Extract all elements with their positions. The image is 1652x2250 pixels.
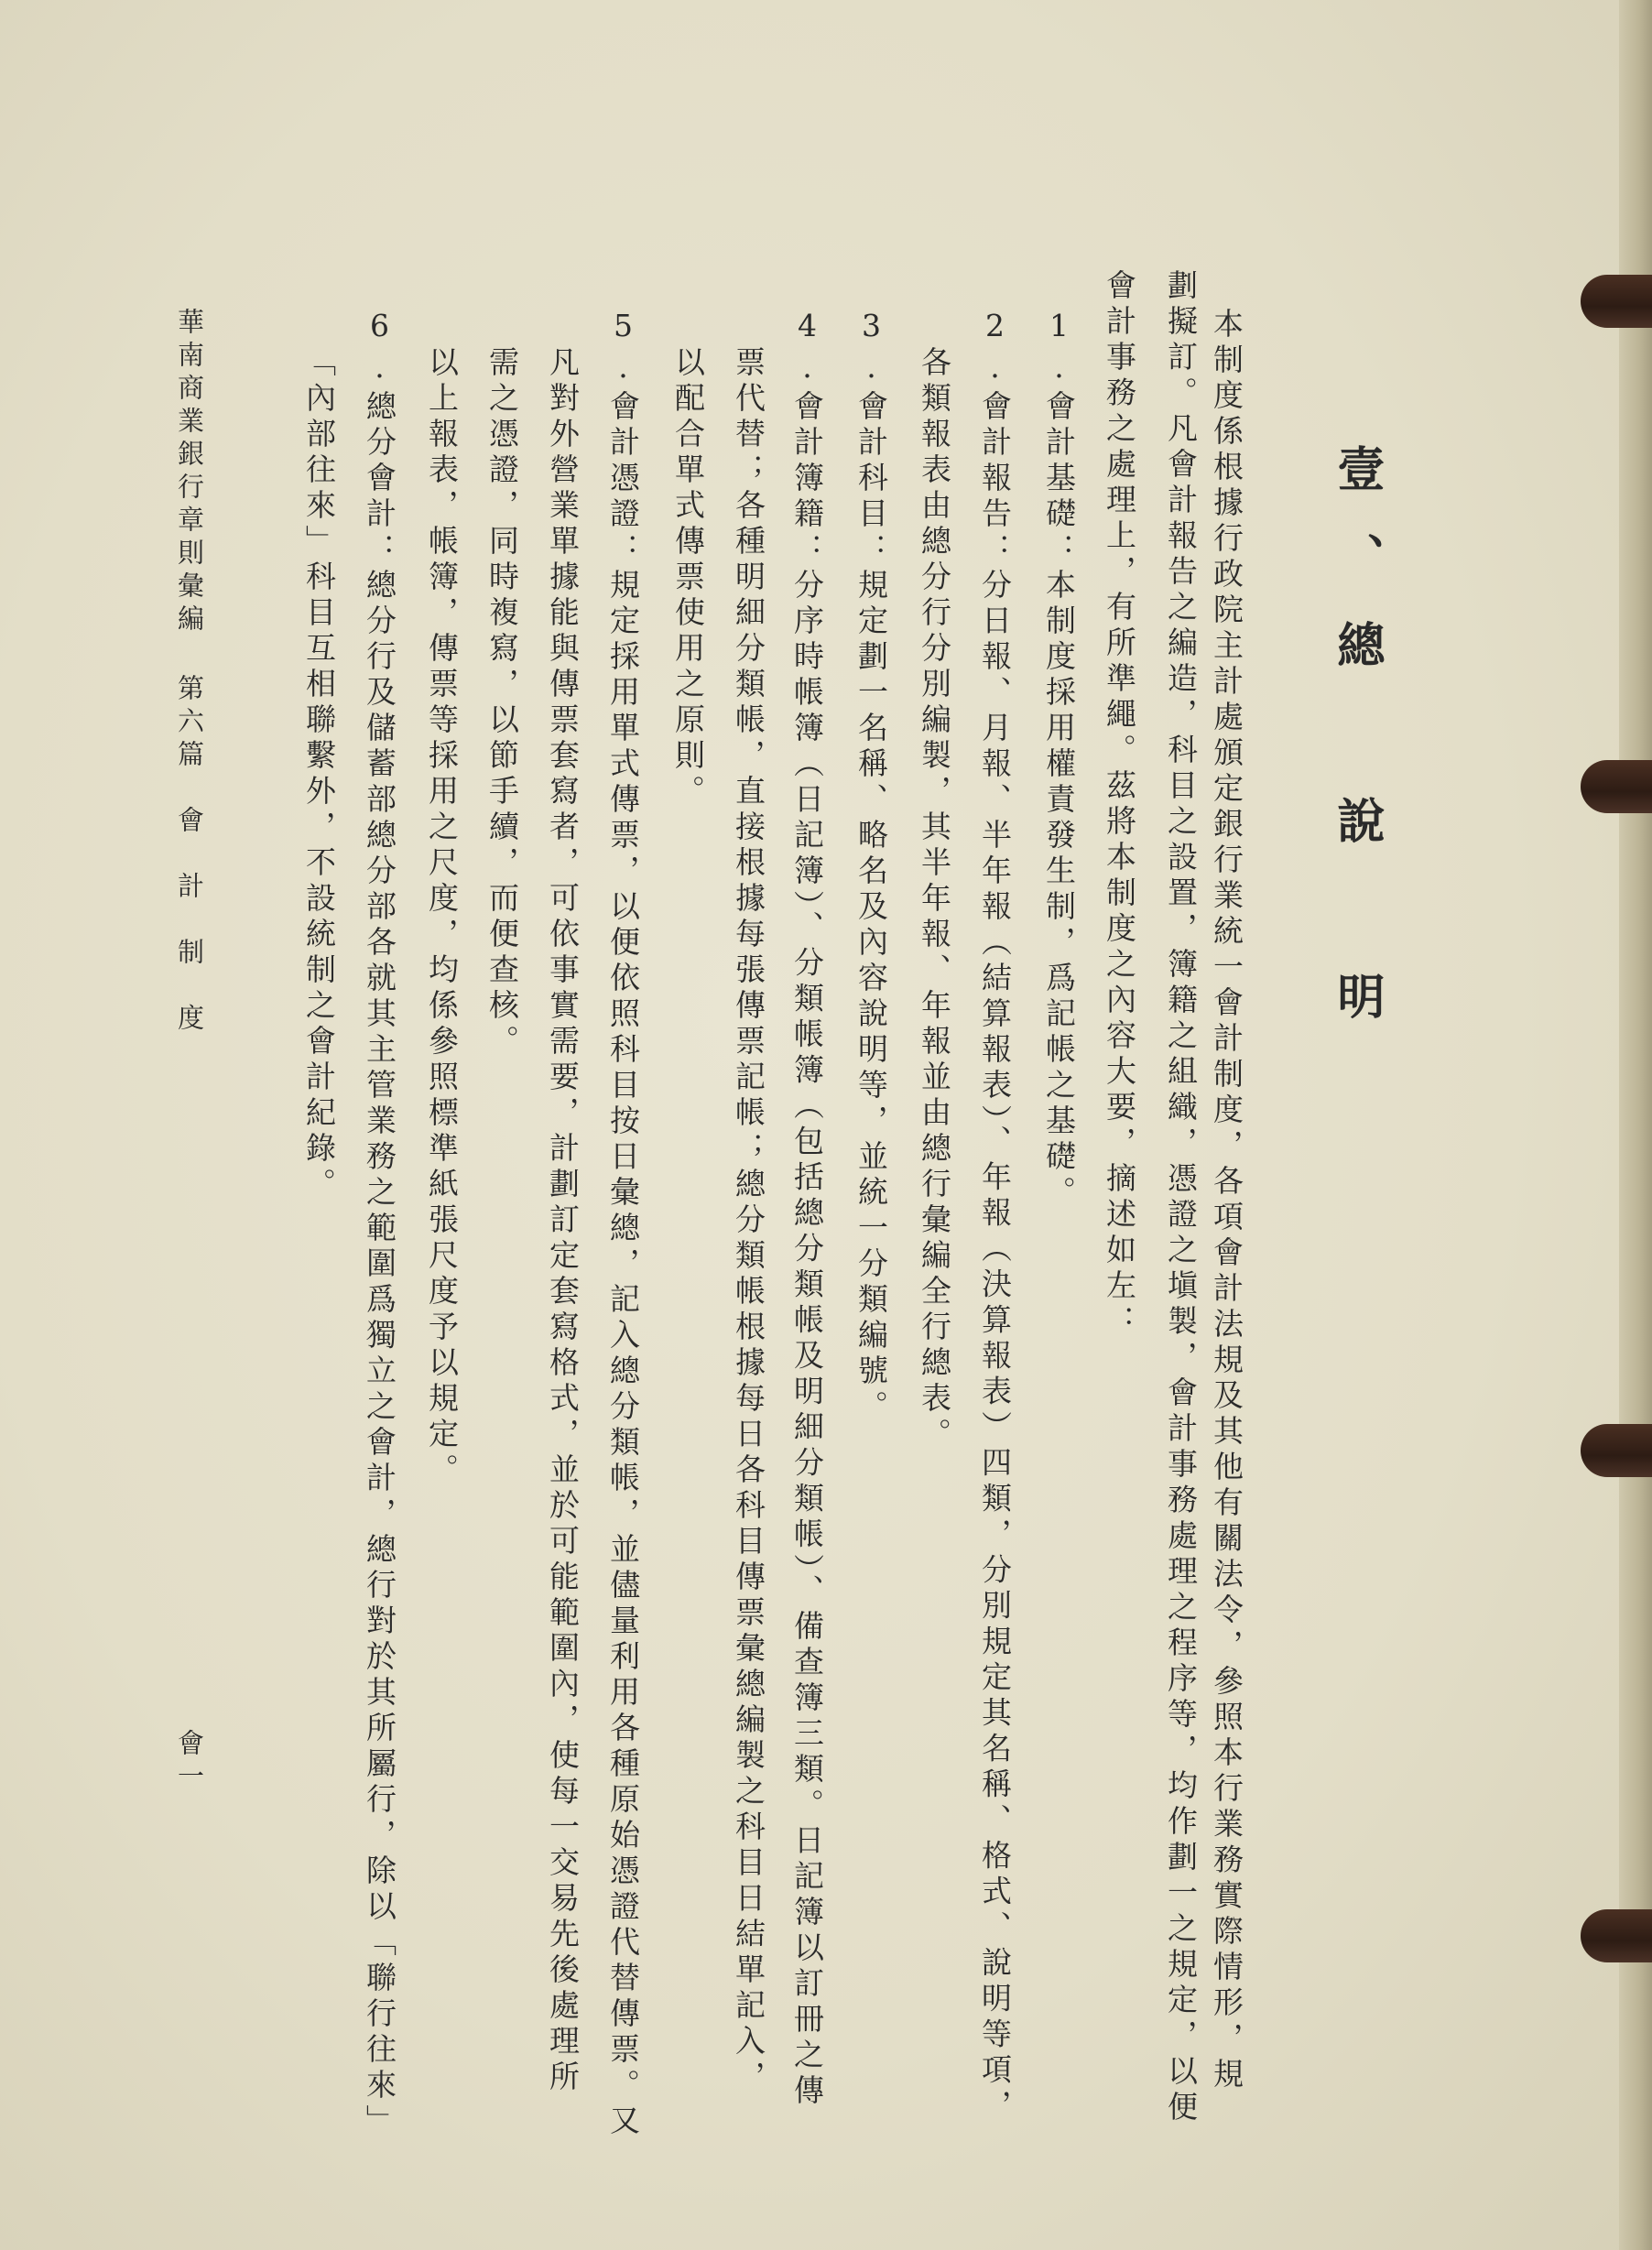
binding-loop	[1581, 275, 1652, 328]
item-6-line-1: 6.總分會計：總分行及儲蓄部總分部各就其主管業務之範圍爲獨立之會計，總行對於其所屬行，除以「聯行往來」	[362, 308, 397, 2140]
page-number: 會一	[174, 1729, 205, 1795]
item-2-line-2: 各類報表由總分行分別編製，其半年報、年報並由總行彙編全行總表。	[917, 346, 952, 1453]
item-5-line-1: 5.會計憑證：規定採用單式傳票，以便依照科目按日彙總，記入總分類帳，並儘量利用各種原始憑證代替傳票。又	[605, 308, 641, 2140]
item-3-line-1: 3.會計科目：規定劃一名稱、略名及內容說明等，並統一分類編號。	[853, 308, 889, 1426]
item-2-line-1: 2.會計報告：分日報、月報、半年報（結算報表）、年報（決算報表）四類，分別規定其名稱、格式、說明等項，	[977, 308, 1013, 2125]
intro-line-2: 劃擬訂。凡會計報告之編造，科目之設置，簿籍之組織，憑證之塡製，會計事務處理之程序等，均作劃一之規定，以便	[1163, 269, 1199, 2126]
item-4-line-2: 票代替；各種明細分類帳，直接根據每張傳票記帳；總分類帳根據每日各科目傳票彙總編製之科目日結單記入，	[731, 346, 766, 2096]
intro-line-3: 會計事務之處理上，有所準繩。茲將本制度之內容大要，摘述如左：	[1102, 269, 1137, 1341]
binding-loop	[1581, 1424, 1652, 1477]
item-4-line-3: 以配合單式傳票使用之原則。	[670, 346, 706, 810]
binding-loop	[1581, 1909, 1652, 1962]
page-title: 壹、總 說 明	[1329, 444, 1385, 1060]
item-6-line-2: 「內部往來」科目互相聯繫外，不設統制之會計紀錄。	[301, 346, 337, 1203]
item-5-line-4: 以上報表，帳簿，傳票等採用之尺度，均係參照標準紙張尺度予以規定。	[424, 346, 460, 1489]
item-5-line-2: 凡對外營業單據能與傳票套寫者，可依事實需要，計劃訂定套寫格式，並於可能範圍內，使每一交易先後處理所	[545, 346, 581, 2096]
footer-book-title: 華南商業銀行章則彙編	[174, 308, 205, 637]
intro-line-1: 本制度係根據行政院主計處頒定銀行業統一會計制度，各項會計法規及其他有關法令，參照本行業務實際情形，規	[1209, 308, 1244, 2093]
item-1-line-1: 1.會計基礎：本制度採用權責發生制，爲記帳之基礎。	[1041, 308, 1077, 1212]
item-4-line-1: 4.會計簿籍：分序時帳簿（日記簿）、分類帳簿（包括總分類帳及明細分類帳）、備查簿三類。日記簿以訂冊之傳	[789, 308, 825, 2110]
binding-loop	[1581, 760, 1652, 813]
item-5-line-3: 需之憑證，同時複寫，以節手續，而便查核。	[484, 346, 520, 1060]
footer-section: 第六篇 會 計 制 度	[174, 674, 205, 1037]
